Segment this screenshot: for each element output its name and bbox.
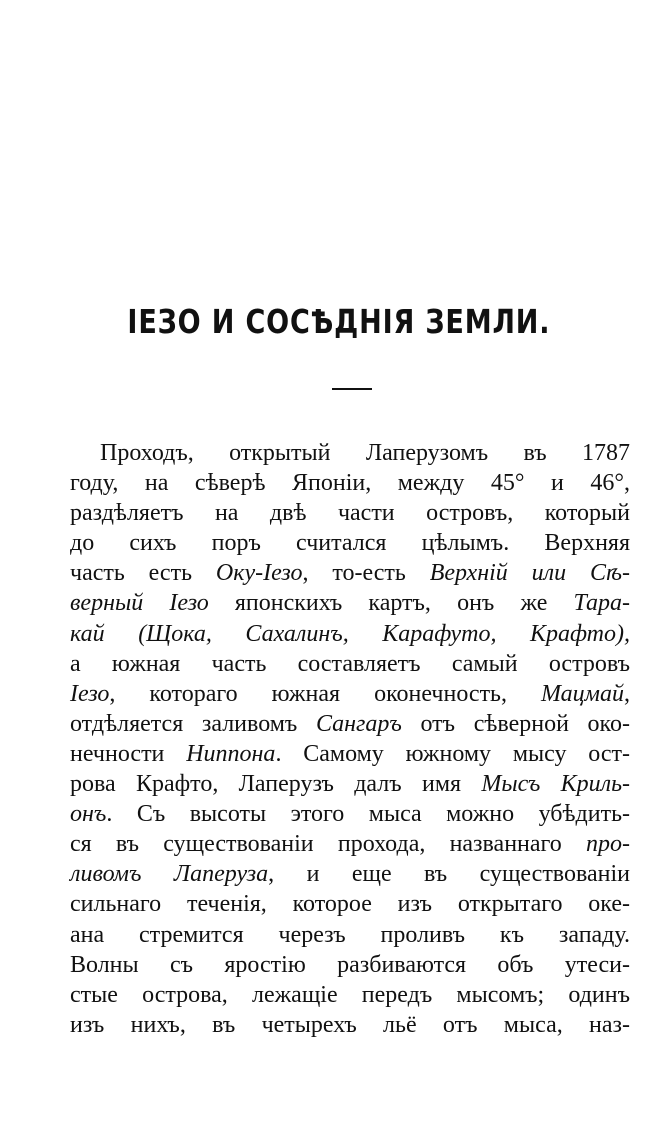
italic-text-segment: Мацмай xyxy=(541,680,624,707)
text-segment: , xyxy=(624,680,630,707)
text-line xyxy=(70,649,630,679)
text-line xyxy=(70,829,630,859)
text-line xyxy=(70,619,630,649)
italic-text-segment: кай (Щока, Сахалинъ, Карафуто, Крафто), xyxy=(70,620,630,647)
chapter-title: ІЕЗО И СОСѢДНІЯ ЗЕМЛИ. xyxy=(127,302,551,341)
text-segment: году, на сѣверѣ Японіи, между 45° и 46°, xyxy=(70,470,630,497)
text-line xyxy=(70,920,630,950)
italic-text-segment: Оку-Іезо xyxy=(215,560,303,587)
text-segment: , котораго южная оконечность, xyxy=(109,680,542,707)
italic-text-segment: верный Іезо xyxy=(70,590,209,617)
italic-text-segment: ливомъ Лаперуза xyxy=(70,861,269,888)
italic-text-segment: Тара- xyxy=(573,590,630,617)
italic-text-segment: Сангаръ xyxy=(315,710,402,737)
text-line xyxy=(70,799,630,829)
text-segment: , и еще въ существованіи xyxy=(268,861,630,888)
text-segment: отъ сѣверной око- xyxy=(401,710,630,737)
text-segment: Проходъ, открытый Лаперузомъ въ 1787 xyxy=(100,440,630,466)
italic-text-segment: Ниппона xyxy=(186,740,276,767)
text-line xyxy=(70,950,630,980)
text-segment: а южная часть составляетъ самый островъ xyxy=(70,650,630,677)
text-line xyxy=(70,679,630,709)
text-segment: , то-есть xyxy=(302,560,430,587)
text-line xyxy=(70,558,630,588)
italic-text-segment: Мысъ Криль- xyxy=(481,771,630,798)
text-segment: раздѣляетъ на двѣ части островъ, который xyxy=(70,500,630,527)
italic-text-segment: онъ xyxy=(70,801,107,828)
text-segment: до сихъ поръ считался цѣлымъ. Верхняя xyxy=(70,530,630,557)
text-line xyxy=(70,1010,630,1040)
text-line xyxy=(70,859,630,889)
text-line xyxy=(70,889,630,919)
text-line xyxy=(70,980,630,1010)
text-segment: ана стремится черезъ проливъ къ западу. xyxy=(70,921,630,948)
title-separator-rule xyxy=(332,388,372,390)
text-line xyxy=(70,498,630,528)
text-segment: нечности xyxy=(70,740,187,767)
text-segment: изъ нихъ, въ четырехъ льё отъ мыса, наз- xyxy=(70,1011,630,1038)
text-line xyxy=(70,528,630,558)
text-segment: . Самому южному мысу ост- xyxy=(275,740,630,767)
body-paragraph xyxy=(70,438,630,1040)
text-segment: сильнаго теченія, которое изъ открытаго оке- xyxy=(70,891,630,918)
text-segment: японскихъ картъ, онъ же xyxy=(208,590,574,617)
text-segment: отдѣляется заливомъ xyxy=(70,710,316,737)
text-segment: ся въ существованіи прохода, названнаго xyxy=(70,831,586,858)
italic-text-segment: Верхній или Сѣ- xyxy=(429,560,630,587)
text-segment: часть есть xyxy=(70,560,216,587)
text-line xyxy=(70,739,630,769)
text-line xyxy=(70,709,630,739)
text-line xyxy=(70,588,630,618)
text-line xyxy=(70,468,630,498)
text-segment: рова Крафто, Лаперузъ далъ имя xyxy=(70,771,482,798)
italic-text-segment: про- xyxy=(586,831,630,858)
text-segment: стые острова, лежащіе передъ мысомъ; одинъ xyxy=(70,981,630,1008)
text-line xyxy=(70,769,630,799)
text-segment: Волны съ яростію разбиваются объ утеси- xyxy=(70,951,630,978)
text-segment: . Съ высоты этого мыса можно убѣдить- xyxy=(106,801,630,828)
text-line xyxy=(70,438,630,468)
italic-text-segment: Іезо xyxy=(70,680,110,707)
